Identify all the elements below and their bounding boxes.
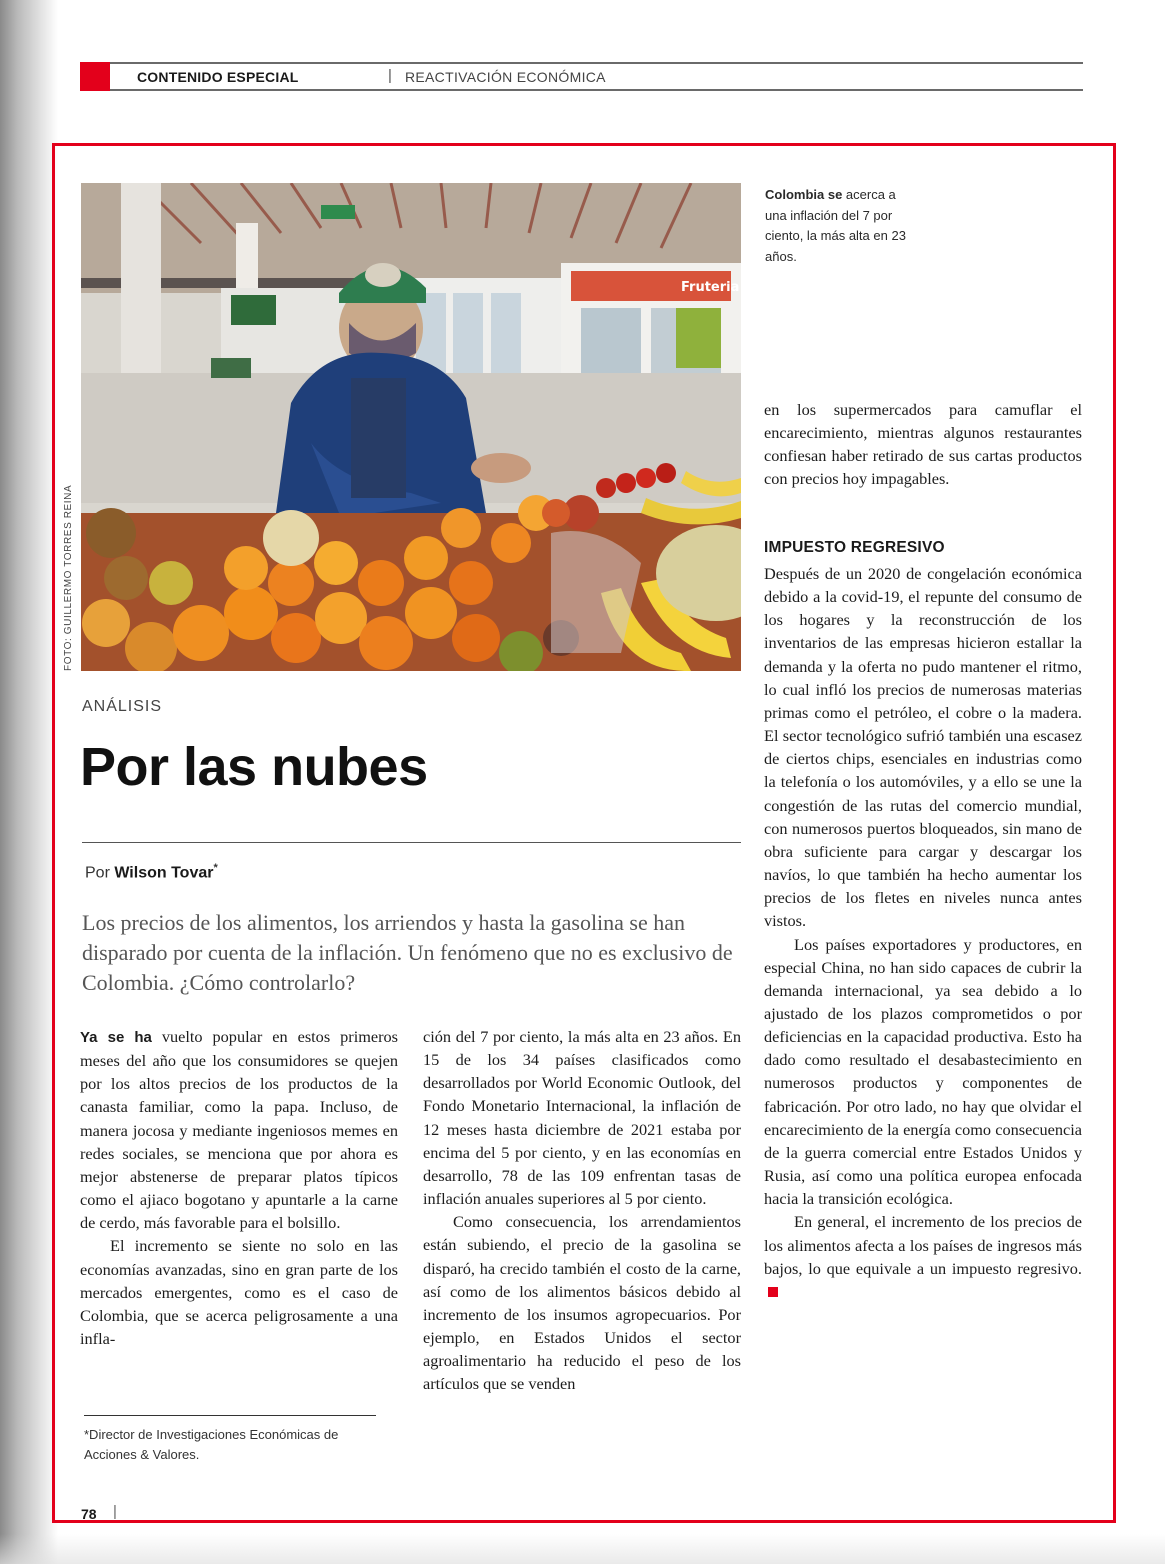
author-footnote: *Director de Investigaciones Económicas de Acciones & Valores.	[84, 1427, 339, 1462]
author-footnote-mark: *	[213, 862, 218, 874]
paragraph-4: Después de un 2020 de congelación económica debido a la covid-19, el repunte del consumo de los hogares y la reconstrucción de los inventarios de las empresas hicieron estallar la demanda y la oferta no pudo mantener el ritmo, lo cual infló los precios de numerosas materias primas como el petróleo, el cobre o la madera. El sector tecnológico sufrió también una escasez de ciertos chips, esenciales en industrias como la telefonía o los automóviles, y a ello se une la congestión de las rutas del comercio mundial, con numerosos puertos bloqueados, sin mano de obra suficiente para cargar y descargar los navíos, lo que también ha hecho aumentar los precios de los fletes en niveles nunca antes vistos.	[764, 564, 1082, 931]
paragraph-1-text: vuelto popular en estos primeros meses del año que los consumidores se quejen por los altos precios de los productos de la canasta familiar, como la papa. Incluso, de manera jocosa y mediante ingeniosos memes en redes sociales, se menciona que por ahora es mejor abstenerse de preparar platos típicos como el ajiaco bogotano y apuntarle a la carne de cerdo, más favorable para el bolsillo.	[80, 1027, 399, 1233]
page-spine-shadow	[0, 0, 58, 1564]
paragraph-2: El incremento se siente no solo en las economías avanzadas, sino en gran parte de los mercados emergentes, como es el caso de Colombia, que se acerca peligrosamente a una infla-	[80, 1236, 398, 1349]
paragraph-6-text: En general, el incremento de los precios de los alimentos afecta a los países de ingresos más bajos, lo que equivale a un impuesto regresivo.	[764, 1212, 1082, 1278]
page-bottom-shadow	[0, 1534, 1165, 1564]
article-deck: Los precios de los alimentos, los arriendos y hasta la gasolina se han disparado por cuenta de la inflación. Un fenómeno que no es exclusivo de Colombia. ¿Cómo controlarlo?	[82, 910, 733, 995]
section-topic: REACTIVACIÓN ECONÓMICA	[405, 69, 606, 85]
section-label: CONTENIDO ESPECIAL	[137, 69, 299, 85]
header-separator: |	[388, 67, 392, 84]
shop-sign-text: Fruteria	[681, 280, 740, 295]
lead-in: Ya se ha	[80, 1029, 152, 1046]
caption-lead: Colombia se	[765, 187, 843, 202]
section-subhead: IMPUESTO REGRESIVO	[764, 539, 945, 556]
folio-separator: |	[113, 1503, 117, 1520]
paragraph-3: Como consecuencia, los arrendamientos están subiendo, el precio de la gasolina se disparó, ha crecido también el costo de la carne, así como de los alimentos básicos debido al incremento de los insumos agropecuarios. Por ejemplo, en Estados Unidos el sector agroalimentario ha reducido el peso de los artículos que se venden	[423, 1212, 741, 1394]
article-title: Por las nubes	[80, 737, 428, 797]
section-color-marker	[80, 62, 110, 91]
page-number: 78	[81, 1506, 97, 1522]
byline-prefix: Por	[85, 864, 115, 882]
author-name: Wilson Tovar	[114, 864, 214, 882]
running-header	[80, 62, 1083, 91]
caption-text: acerca a una inflación del 7 por ciento, la más alta en 23 años.	[765, 187, 906, 264]
article-kicker: ANÁLISIS	[82, 698, 163, 715]
paragraph-2-continued: ción del 7 por ciento, la más alta en 23 años. En 15 de los 34 países clasificados como desarrollados por World Economic Outlook, del Fondo Monetario Internacional, la inflación de 12 meses hasta diciembre de 2021 estaba por encima del 5 por ciento, y en las economías en desarrollo, 78 de las 109 enfrentan tasas de inflación anuales superiores al 5 por ciento.	[423, 1027, 741, 1209]
photo-credit: FOTO: GUILLERMO TORRES REINA	[63, 484, 74, 671]
paragraph-3-continued: en los supermercados para camuflar el encarecimiento, mientras algunos restaurantes confiesan haber retirado de sus cartas productos con precios hoy impagables.	[764, 400, 1082, 489]
highlight-frame	[52, 143, 1116, 1523]
paragraph-5: Los países exportadores y productores, en especial China, no han sido capaces de cubrir la demanda internacional, ya sea debido a lo ajustado de los plazos comprometidos o por deficiencias en la capacidad productiva. Esto ha dado como resultado el desabastecimiento en numerosos productos y componentes de fabricación. Por otro lado, no hay que olvidar el encarecimiento de la energía como consecuencia de la guerra comercial entre Estados Unidos y Rusia, así como una política europea enfocada hacia la transición ecológica.	[764, 934, 1082, 1209]
